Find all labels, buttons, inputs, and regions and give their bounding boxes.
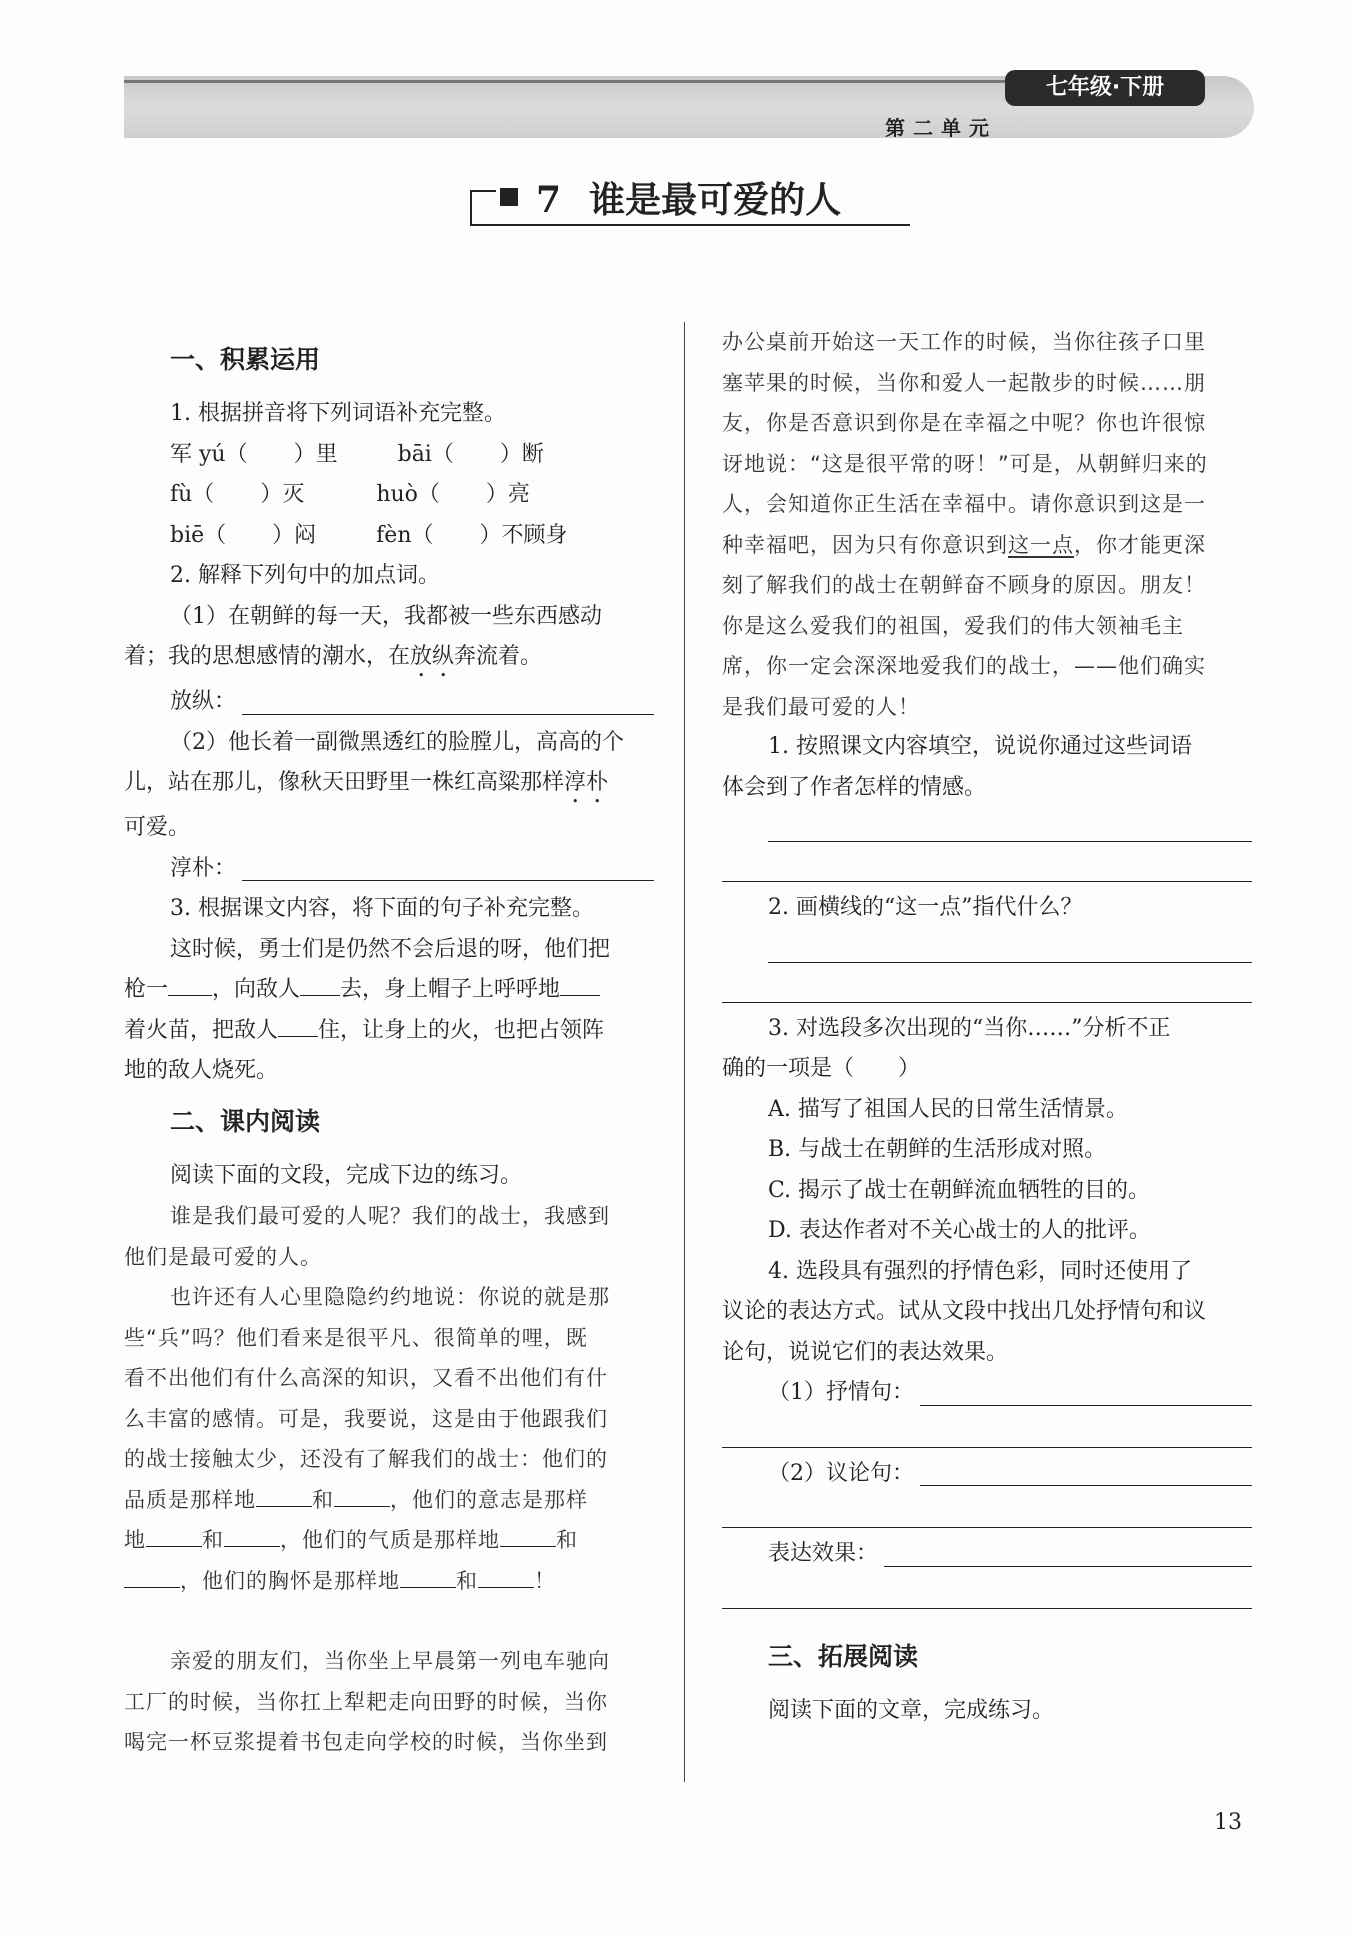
- q2-s1-answer: 放纵：: [124, 682, 654, 723]
- q2-s1-a: （1）在朝鲜的每一天，我都被一些东西感动: [170, 603, 602, 629]
- passage-line: 喝完一杯豆浆提着书包走向学校的时候，当你坐到: [124, 1730, 608, 1754]
- passage-line: 工厂的时候，当你扛上犁耙走向田野的时候，当你: [124, 1689, 608, 1714]
- answer-line[interactable]: [920, 1484, 1252, 1486]
- passage-line: 讶地说：“这是很平常的呀！”可是，从朝鲜归来的: [722, 451, 1208, 476]
- q3-l2: 枪一 ，向敌人 去，身上帽子上呼呼地: [124, 970, 654, 1011]
- reading-q4-c: 论句，说说它们的表达效果。: [722, 1339, 1009, 1365]
- dotted-word-chunpu: 淳朴: [564, 770, 609, 795]
- answer-line[interactable]: [722, 1607, 1252, 1609]
- lesson-name: 谁是最可爱的人: [589, 179, 842, 221]
- dotted-word-fangzong: 放纵: [410, 644, 455, 669]
- effect-answer: 表达效果：: [722, 1534, 1252, 1575]
- answer-line[interactable]: [884, 1565, 1252, 1567]
- fill-blank[interactable]: [334, 1484, 390, 1507]
- q2-s1-b: 着；我的思想感情的潮水，在放纵奔流着。: [124, 644, 543, 669]
- passage-line: 办公桌前开始这一天工作的时候，当你往孩子口里: [722, 330, 1206, 354]
- underlined-phrase: 这一点: [1008, 532, 1074, 557]
- passage-line: 塞苹果的时候，当你和爱人一起散步的时候……朋: [722, 370, 1206, 395]
- column-divider: [684, 322, 685, 1782]
- option-b[interactable]: B. 与战士在朝鲜的生活形成对照。: [768, 1137, 1107, 1162]
- q3-l1: 这时候，勇士们是仍然不会后退的呀，他们把: [170, 936, 611, 962]
- passage-line: 亲爱的朋友们，当你坐上早晨第一列电车驰向: [170, 1649, 610, 1673]
- answer-line[interactable]: [722, 1526, 1252, 1528]
- passage-line: 是我们最可爱的人！: [722, 694, 920, 719]
- answer-line[interactable]: [768, 961, 1252, 963]
- header-rule: [124, 80, 1024, 83]
- passage-line: 你是这么爱我们的祖国，爱我们的伟大领袖毛主: [722, 613, 1184, 638]
- option-a[interactable]: A. 描写了祖国人民的日常生活情景。: [768, 1096, 1128, 1122]
- q3-prompt: 3. 根据课文内容，将下面的句子补充完整。: [170, 896, 594, 921]
- section3-heading: 三、拓展阅读: [768, 1641, 919, 1671]
- fill-blank[interactable]: [278, 1014, 318, 1037]
- passage-line: 他们是最可爱的人。: [124, 1244, 322, 1269]
- section1-heading: 一、积累运用: [170, 345, 321, 374]
- fill-blank[interactable]: [256, 1484, 312, 1507]
- title-square-icon: [500, 188, 518, 206]
- passage-line: 也许还有人心里隐隐约约地说：你说的就是那: [170, 1285, 610, 1309]
- option-d[interactable]: D. 表达作者对不关心战士的人的批评。: [768, 1218, 1151, 1243]
- fill-blank[interactable]: [400, 1565, 456, 1588]
- fill-blank[interactable]: [500, 1524, 556, 1547]
- left-column: [124, 330, 654, 1763]
- fill-blank[interactable]: [560, 973, 600, 996]
- passage-line: 人，会知道你正生活在幸福中。请你意识到这是一: [722, 492, 1206, 516]
- passage-line: 席，你一定会深深地爱我们的战士，——他们确实: [722, 654, 1206, 678]
- q3-l3: 着火苗，把敌人 住，让身上的火，也把占领阵: [124, 1011, 654, 1052]
- q1-row2: fù（ ）灭 huò（ ）亮: [170, 482, 530, 507]
- q1-row1: 军 yú（ ）里 bāi（ ）断: [170, 441, 544, 467]
- passage-line: 谁是我们最可爱的人呢？我们的战士，我感到: [170, 1204, 610, 1228]
- page-number: 13: [1214, 1810, 1242, 1835]
- q2-s2-b: 儿，站在那儿，像秋天田野里一株红高粱那样淳朴: [124, 770, 609, 795]
- q2-s2-c: 可爱。: [124, 815, 191, 840]
- passage-line: 刻了解我们的战士在朝鲜奋不顾身的原因。朋友！: [722, 573, 1206, 597]
- reading-q1-a: 1. 按照课文内容填空，说说你通过这些词语: [768, 734, 1192, 759]
- right-column: [722, 322, 1252, 1731]
- lyric-sentence-answer: （1）抒情句：: [722, 1373, 1252, 1414]
- passage-line: 看不出他们有什么高深的知识，又看不出他们有什: [124, 1366, 608, 1390]
- passage-line-blanks: ，他们的胸怀是那样地 和 ！: [124, 1561, 654, 1602]
- fill-blank[interactable]: [224, 1524, 280, 1547]
- passage-line-blanks: 品质是那样地 和 ，他们的意志是那样: [124, 1480, 654, 1521]
- grade-badge: 七年级·下册: [1005, 70, 1205, 106]
- section3-intro: 阅读下面的文章，完成练习。: [768, 1697, 1055, 1723]
- fill-blank[interactable]: [146, 1524, 202, 1547]
- q2-prompt: 2. 解释下列句中的加点词。: [170, 563, 440, 588]
- passage-line: 么丰富的感情。可是，我要说，这是由于他跟我们: [124, 1406, 608, 1431]
- reading-q4-a: 4. 选段具有强烈的抒情色彩，同时还使用了: [768, 1258, 1192, 1284]
- reading-q4-b: 议论的表达方式。试从文段中找出几处抒情句和议: [722, 1299, 1207, 1324]
- answer-line[interactable]: [722, 1001, 1252, 1003]
- section2-intro: 阅读下面的文段，完成下边的练习。: [170, 1162, 523, 1188]
- answer-line[interactable]: [242, 713, 654, 715]
- fill-blank[interactable]: [478, 1565, 534, 1588]
- fill-blank[interactable]: [300, 973, 340, 996]
- argument-sentence-answer: （2）议论句：: [722, 1454, 1252, 1495]
- title-text: [536, 172, 841, 223]
- q1-prompt: 1. 根据拼音将下列词语补充完整。: [170, 401, 506, 426]
- reading-q3-a: 3. 对选段多次出现的“当你……”分析不正: [768, 1015, 1171, 1041]
- option-c[interactable]: C. 揭示了战士在朝鲜流血牺牲的目的。: [768, 1177, 1151, 1203]
- passage-line: 的战士接触太少，还没有了解我们的战士：他们的: [124, 1447, 608, 1471]
- passage-line: 种幸福吧，因为只有你意识到这一点，你才能更深: [722, 532, 1206, 557]
- title-bracket: [470, 190, 496, 226]
- q3-l4: 地的敌人烧死。: [124, 1058, 279, 1083]
- q2-s2-a: （2）他长着一副微黑透红的脸膛儿，高高的个: [170, 729, 624, 755]
- reading-q2: 2. 画横线的“这一点”指代什么？: [768, 895, 1083, 920]
- title-underline: [470, 224, 910, 226]
- answer-line[interactable]: [242, 879, 654, 881]
- section2-heading: 二、课内阅读: [170, 1106, 321, 1136]
- answer-line[interactable]: [722, 880, 1252, 882]
- answer-line[interactable]: [768, 840, 1252, 842]
- passage-line: 些“兵”吗？他们看来是很平凡、很简单的哩，既: [124, 1325, 588, 1350]
- reading-q3-b: 确的一项是（ ）: [722, 1056, 921, 1081]
- q1-row3: biē（ ）闷 fèn（ ）不顾身: [170, 522, 568, 548]
- answer-line[interactable]: [722, 1446, 1252, 1448]
- q2-s2-answer: 淳朴：: [124, 849, 654, 890]
- lesson-number: 7: [536, 179, 562, 221]
- reading-q1-b: 体会到了作者怎样的情感。: [722, 774, 987, 800]
- unit-label: 第二单元: [885, 116, 997, 140]
- passage-line-blanks: 地 和 ，他们的气质是那样地 和: [124, 1520, 654, 1561]
- passage-line: 友，你是否意识到你是在幸福之中呢？你也许很惊: [722, 411, 1206, 435]
- answer-line[interactable]: [920, 1404, 1252, 1406]
- lesson-title: [470, 172, 910, 226]
- fill-blank[interactable]: [124, 1565, 180, 1588]
- fill-blank[interactable]: [168, 973, 212, 996]
